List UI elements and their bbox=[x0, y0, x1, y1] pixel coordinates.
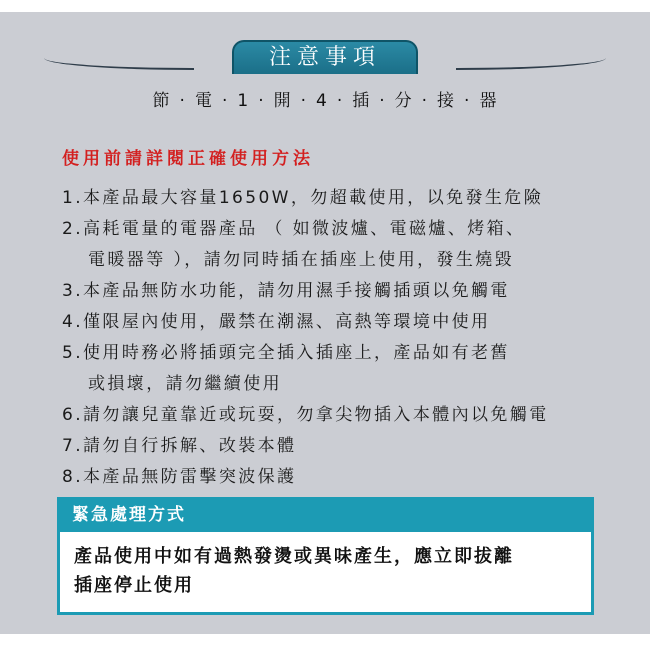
separator-dot: · bbox=[336, 91, 344, 111]
emergency-heading: 緊急處理方式 bbox=[60, 500, 591, 532]
separator-dot: · bbox=[464, 91, 471, 111]
rule-item-7: 7.請勿自行拆解、改裝本體 bbox=[62, 436, 297, 456]
product-name-char: 插 bbox=[352, 91, 371, 111]
separator-dot: · bbox=[179, 91, 186, 111]
rule-item-4: 4.僅限屋內使用，嚴禁在潮濕、高熱等環境中使用 bbox=[62, 312, 491, 332]
rule-item-5: 5.使用時務必將插頭完全插入插座上，產品如有老舊 bbox=[62, 343, 510, 363]
emergency-box bbox=[57, 497, 594, 615]
rule-item-2: 2.高耗電量的電器產品 （ 如微波爐、電磁爐、烤箱、 bbox=[62, 219, 526, 239]
rule-item-8: 8.本產品無防雷擊突波保護 bbox=[62, 467, 297, 487]
separator-dot: · bbox=[221, 91, 229, 111]
rule-item-2-continued: 電暖器等 ），請勿同時插在插座上使用，發生燒毀 bbox=[88, 250, 515, 270]
separator-dot: · bbox=[421, 91, 429, 111]
product-name-char: 開 bbox=[273, 91, 292, 111]
product-name-char: 接 bbox=[437, 91, 456, 111]
page-title: 注意事項 bbox=[232, 40, 418, 74]
separator-dot: · bbox=[379, 91, 386, 111]
separator-dot: · bbox=[258, 91, 265, 111]
emergency-text bbox=[60, 532, 591, 600]
product-name-char: 電 bbox=[194, 91, 213, 111]
usage-rules-list bbox=[62, 184, 632, 494]
usage-heading: 使用前請詳閱正確使用方法 bbox=[62, 149, 314, 169]
product-name-char: 器 bbox=[479, 91, 498, 111]
rule-item-3: 3.本產品無防水功能，請勿用濕手接觸插頭以免觸電 bbox=[62, 281, 510, 301]
product-name-char: 分 bbox=[394, 91, 413, 111]
header-ornament-left bbox=[44, 58, 194, 70]
header-ornament-right bbox=[456, 58, 606, 70]
rule-item-6: 6.請勿讓兒童靠近或玩耍，勿拿尖物插入本體內以免觸電 bbox=[62, 405, 549, 425]
product-name-char: 4 bbox=[316, 91, 328, 111]
emergency-line-1: 產品使用中如有過熱發燙或異味產生，應立即拔離 bbox=[74, 546, 514, 567]
rule-item-5-continued: 或損壞，請勿繼續使用 bbox=[88, 374, 282, 394]
product-name bbox=[0, 86, 650, 111]
emergency-line-2: 插座停止使用 bbox=[74, 575, 194, 596]
separator-dot: · bbox=[300, 91, 307, 111]
product-name-char: 1 bbox=[237, 91, 250, 111]
product-name-char: 節 bbox=[152, 91, 171, 111]
rule-item-1: 1.本產品最大容量1650W，勿超載使用，以免發生危險 bbox=[62, 188, 544, 208]
